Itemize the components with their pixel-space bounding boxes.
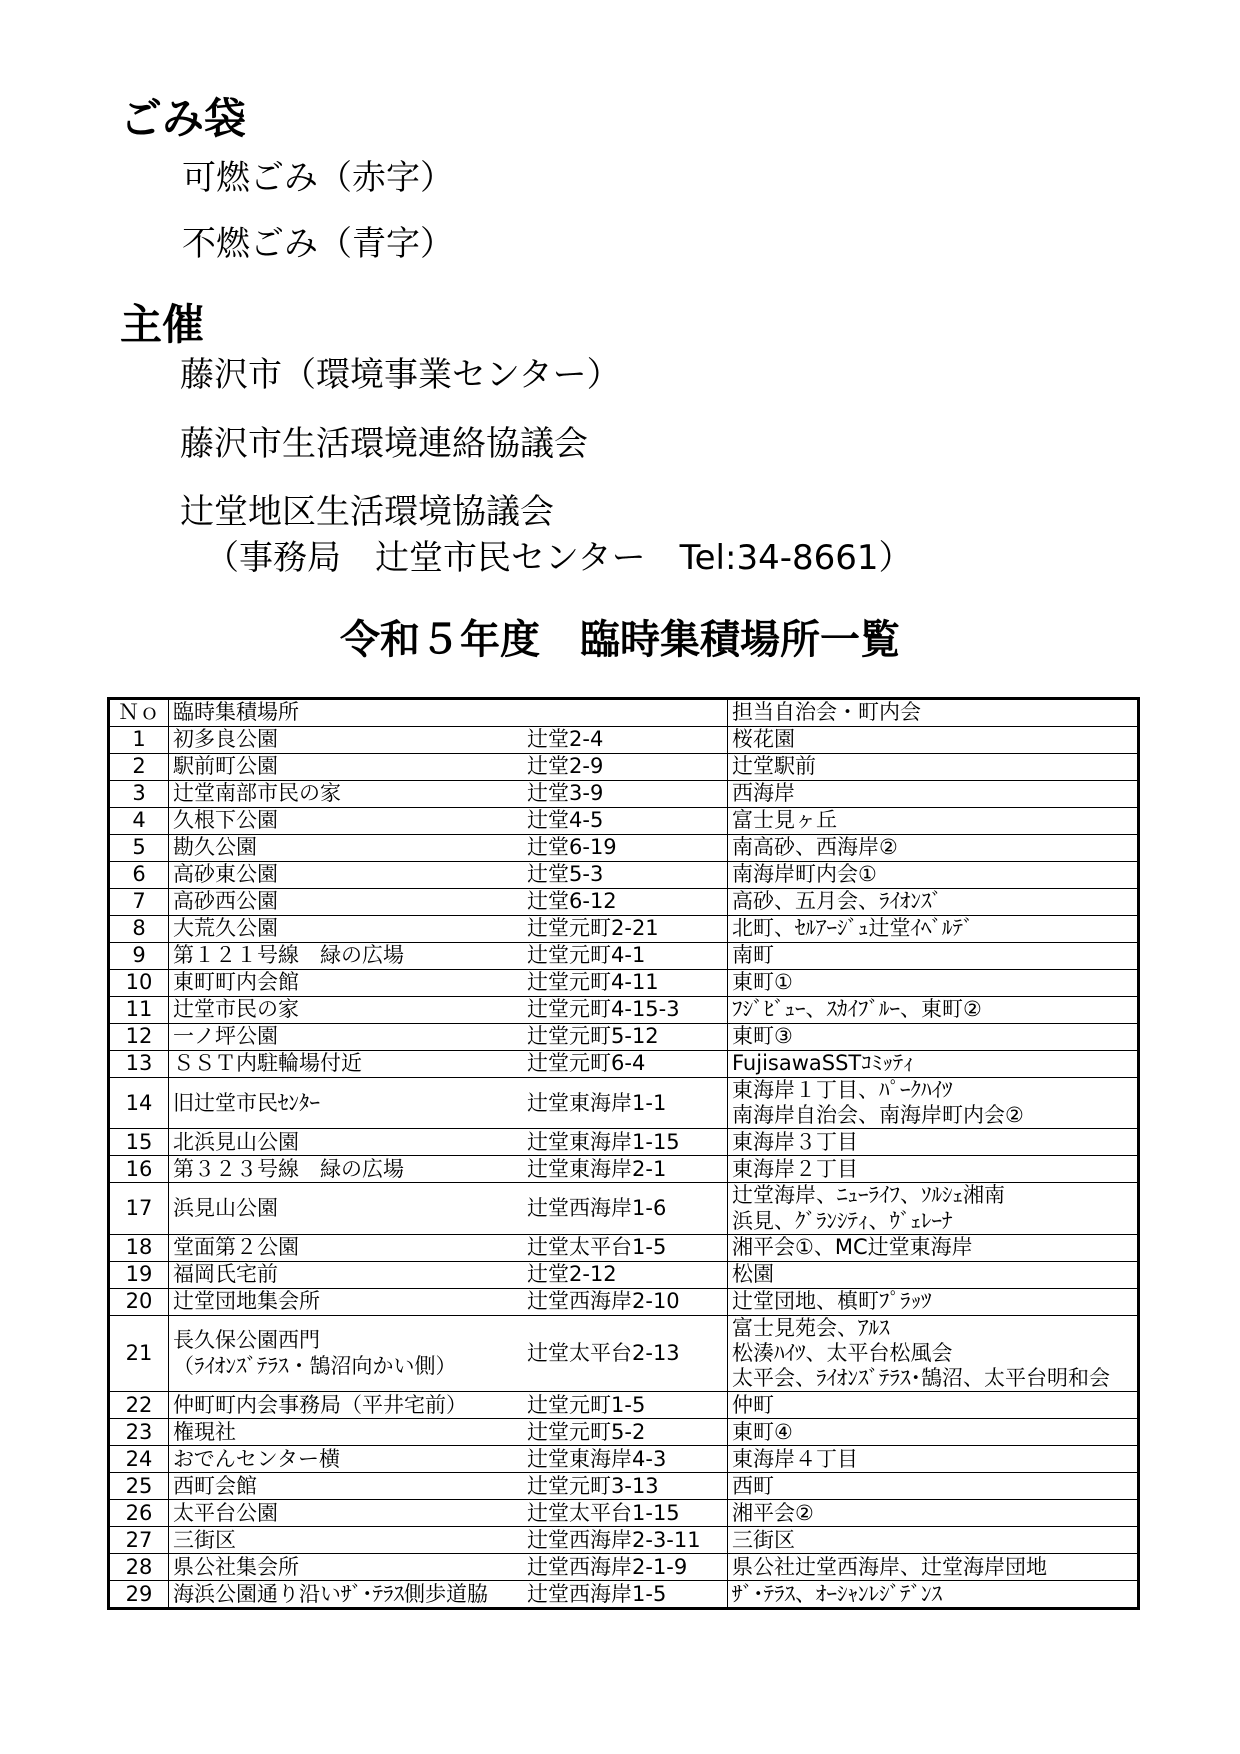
nonburnable-bag-label: 不燃ごみ（青字） (182, 224, 454, 264)
association-line: 東海岸３丁目 (732, 1129, 858, 1154)
place-line: 高砂西公園 (173, 889, 278, 914)
row-address: 辻堂元町1-5 (523, 1392, 728, 1419)
header-address (523, 699, 728, 727)
row-place (169, 1183, 524, 1234)
table-row (109, 943, 1139, 970)
row-association (728, 997, 1139, 1024)
row-address: 辻堂元町3-13 (523, 1473, 728, 1500)
association-line: 富士見ヶ丘 (732, 808, 837, 833)
row-place (169, 1288, 524, 1315)
office-contact: （事務局 辻堂市民センター Tel:34-8661） (205, 538, 913, 578)
row-association (728, 1078, 1139, 1129)
row-association (728, 781, 1139, 808)
row-place (169, 1234, 524, 1261)
row-no: 25 (109, 1473, 169, 1500)
table-row (109, 1183, 1139, 1234)
association-line: 湘平会② (732, 1500, 814, 1525)
association-line: 桜花園 (732, 727, 795, 752)
table-row (109, 862, 1139, 889)
row-address: 辻堂東海岸1-1 (523, 1078, 728, 1129)
row-place (169, 1554, 524, 1581)
place-line: 勘久公園 (173, 835, 257, 860)
association-line: 辻堂駅前 (732, 754, 816, 779)
place-line: 第１２１号線 緑の広場 (173, 943, 404, 968)
place-line: 東町町内会館 (173, 970, 299, 995)
row-no: 14 (109, 1078, 169, 1129)
row-address: 辻堂元町5-2 (523, 1419, 728, 1446)
header-place: 臨時集積場所 (169, 699, 524, 727)
place-line: 西町会館 (173, 1473, 257, 1498)
row-place (169, 997, 524, 1024)
table-header-row (109, 699, 1139, 727)
place-line: （ﾗｲｵﾝｽﾞﾃﾗｽ・鵠沼向かい側） (173, 1353, 457, 1378)
place-line: 久根下公園 (173, 808, 278, 833)
row-association (728, 754, 1139, 781)
table-row (109, 1288, 1139, 1315)
row-place (169, 727, 524, 754)
association-line: 太平会、ﾗｲｵﾝｽﾞﾃﾗｽ･鵠沼、太平台明和会 (732, 1366, 1110, 1391)
row-address: 辻堂元町4-1 (523, 943, 728, 970)
table-row (109, 781, 1139, 808)
organizer-district-council: 辻堂地区生活環境協議会 (180, 492, 554, 532)
place-line: 海浜公園通り沿いｻﾞ･ﾃﾗｽ側歩道脇 (173, 1581, 488, 1606)
place-line: 県公社集会所 (173, 1554, 299, 1579)
row-place (169, 835, 524, 862)
row-address: 辻堂6-19 (523, 835, 728, 862)
row-place (169, 1078, 524, 1129)
place-line: 太平台公園 (173, 1500, 278, 1525)
row-association (728, 1419, 1139, 1446)
place-line: 辻堂南部市民の家 (173, 781, 341, 806)
row-no: 12 (109, 1024, 169, 1051)
table-row (109, 1554, 1139, 1581)
association-line: 南海岸自治会、南海岸町内会② (732, 1103, 1024, 1128)
row-association (728, 1581, 1139, 1609)
row-no: 17 (109, 1183, 169, 1234)
table-row (109, 970, 1139, 997)
row-no: 19 (109, 1261, 169, 1288)
table-row (109, 1527, 1139, 1554)
association-line: 南町 (732, 943, 774, 968)
place-line: 第３２３号線 緑の広場 (173, 1156, 404, 1181)
row-association (728, 1234, 1139, 1261)
row-no: 21 (109, 1315, 169, 1392)
row-no: 4 (109, 808, 169, 835)
place-line: 高砂東公園 (173, 862, 278, 887)
row-no: 26 (109, 1500, 169, 1527)
row-address: 辻堂元町4-15-3 (523, 997, 728, 1024)
row-place (169, 1446, 524, 1473)
row-association (728, 862, 1139, 889)
row-no: 10 (109, 970, 169, 997)
row-place (169, 1500, 524, 1527)
row-association (728, 1024, 1139, 1051)
row-association (728, 1315, 1139, 1392)
association-line: 西町 (732, 1473, 774, 1498)
burnable-bag-label: 可燃ごみ（赤字） (182, 158, 454, 198)
row-association (728, 808, 1139, 835)
organizer-city: 藤沢市（環境事業センター） (180, 355, 621, 395)
row-no: 2 (109, 754, 169, 781)
association-line: 高砂、五月会、ﾗｲｵﾝｽﾞ (732, 889, 942, 914)
row-association (728, 1288, 1139, 1315)
association-line: 東町③ (732, 1024, 793, 1049)
row-place (169, 862, 524, 889)
place-line: 大荒久公園 (173, 916, 278, 941)
row-place (169, 1527, 524, 1554)
place-line: 駅前町公園 (173, 754, 278, 779)
place-line: 堂面第２公園 (173, 1235, 299, 1260)
place-line: 辻堂市民の家 (173, 997, 299, 1022)
row-no: 29 (109, 1581, 169, 1609)
place-line: 権現社 (173, 1419, 236, 1444)
row-address: 辻堂東海岸1-15 (523, 1129, 728, 1156)
table-row (109, 835, 1139, 862)
row-place (169, 1581, 524, 1609)
row-address: 辻堂2-12 (523, 1261, 728, 1288)
row-no: 8 (109, 916, 169, 943)
row-no: 22 (109, 1392, 169, 1419)
table-row (109, 1315, 1139, 1392)
row-association (728, 1473, 1139, 1500)
row-no: 13 (109, 1051, 169, 1078)
table-row (109, 1234, 1139, 1261)
row-place (169, 1156, 524, 1183)
header-no: Ｎｏ (109, 699, 169, 727)
association-line: 東海岸１丁目、ﾊﾟｰｸﾊｲﾂ (732, 1078, 953, 1102)
row-address: 辻堂2-9 (523, 754, 728, 781)
row-place (169, 1315, 524, 1392)
row-address: 辻堂4-5 (523, 808, 728, 835)
row-association (728, 943, 1139, 970)
row-address: 辻堂太平台1-5 (523, 1234, 728, 1261)
row-place (169, 943, 524, 970)
row-no: 23 (109, 1419, 169, 1446)
row-association (728, 835, 1139, 862)
row-address: 辻堂元町5-12 (523, 1024, 728, 1051)
place-line: ＳＳＴ内駐輪場付近 (173, 1051, 362, 1076)
table-row (109, 754, 1139, 781)
association-line: 松湊ﾊｲﾂ、太平台松風会 (732, 1340, 953, 1365)
association-line: 東町④ (732, 1419, 793, 1444)
association-line: 辻堂海岸、ﾆｭｰﾗｲﾌ、ｿﾙｼｪ湘南 (732, 1183, 1005, 1208)
row-no: 24 (109, 1446, 169, 1473)
place-line: おでんセンター横 (173, 1446, 340, 1471)
association-line: 富士見苑会、ｱﾙｽ (732, 1315, 890, 1340)
table-row (109, 1129, 1139, 1156)
row-address: 辻堂東海岸2-1 (523, 1156, 728, 1183)
row-address: 辻堂3-9 (523, 781, 728, 808)
table-row (109, 889, 1139, 916)
row-association (728, 1183, 1139, 1234)
place-line: 浜見山公園 (173, 1195, 278, 1220)
row-address: 辻堂6-12 (523, 889, 728, 916)
row-no: 11 (109, 997, 169, 1024)
association-line: 浜見、ｸﾞﾗﾝｼﾃｨ、ｳﾞｪﾚｰﾅ (732, 1208, 953, 1233)
row-address: 辻堂元町2-21 (523, 916, 728, 943)
association-line: 南海岸町内会① (732, 862, 877, 887)
row-no: 28 (109, 1554, 169, 1581)
row-address: 辻堂西海岸2-1-9 (523, 1554, 728, 1581)
row-place (169, 1261, 524, 1288)
row-no: 7 (109, 889, 169, 916)
row-no: 18 (109, 1234, 169, 1261)
row-no: 6 (109, 862, 169, 889)
association-line: 県公社辻堂西海岸、辻堂海岸団地 (732, 1554, 1047, 1579)
table-row (109, 1051, 1139, 1078)
row-place (169, 1473, 524, 1500)
table-row (109, 1581, 1139, 1609)
association-line: 北町、ｾﾙｱｰｼﾞｭ辻堂ｲﾍﾞﾙﾃﾞ (732, 916, 974, 941)
row-association (728, 1527, 1139, 1554)
association-line: 西海岸 (732, 781, 795, 806)
place-line: 福岡氏宅前 (173, 1262, 278, 1287)
row-association (728, 1156, 1139, 1183)
place-line: 旧辻堂市民ｾﾝﾀｰ (173, 1090, 320, 1115)
row-association (728, 1554, 1139, 1581)
bags-heading: ごみ袋 (120, 94, 247, 143)
row-no: 3 (109, 781, 169, 808)
organizers-heading: 主催 (120, 300, 205, 349)
association-line: ｻﾞ･ﾃﾗｽ、ｵｰｼｬﾝﾚｼﾞﾃﾞﾝｽ (732, 1581, 942, 1606)
row-association (728, 1051, 1139, 1078)
place-line: 仲町町内会事務局（平井宅前） (173, 1392, 467, 1417)
table-body (109, 727, 1139, 1609)
row-association (728, 1261, 1139, 1288)
row-association (728, 727, 1139, 754)
association-line: ﾌｼﾞﾋﾞｭｰ、ｽｶｲﾌﾞﾙｰ、東町② (732, 997, 982, 1022)
row-address: 辻堂東海岸4-3 (523, 1446, 728, 1473)
association-line: 東海岸４丁目 (732, 1446, 858, 1471)
place-line: 一ノ坪公園 (173, 1024, 278, 1049)
row-address: 辻堂元町6-4 (523, 1051, 728, 1078)
row-place (169, 970, 524, 997)
place-line: 初多良公園 (173, 727, 278, 752)
row-address: 辻堂2-4 (523, 727, 728, 754)
row-place (169, 1051, 524, 1078)
association-line: 南高砂、西海岸② (732, 835, 898, 860)
row-no: 9 (109, 943, 169, 970)
row-address: 辻堂西海岸1-5 (523, 1581, 728, 1609)
row-association (728, 1129, 1139, 1156)
header-association: 担当自治会・町内会 (728, 699, 1139, 727)
row-place (169, 808, 524, 835)
association-line: 松園 (732, 1262, 774, 1287)
row-no: 27 (109, 1527, 169, 1554)
row-association (728, 970, 1139, 997)
row-address: 辻堂太平台1-15 (523, 1500, 728, 1527)
row-place (169, 1392, 524, 1419)
table-row (109, 1446, 1139, 1473)
table-row (109, 1392, 1139, 1419)
table-row (109, 1261, 1139, 1288)
row-association (728, 889, 1139, 916)
row-address: 辻堂西海岸1-6 (523, 1183, 728, 1234)
association-line: FujisawaSSTｺﾐｯﾃｨ (732, 1051, 914, 1076)
row-no: 1 (109, 727, 169, 754)
row-place (169, 754, 524, 781)
row-place (169, 781, 524, 808)
row-address: 辻堂5-3 (523, 862, 728, 889)
association-line: 東海岸２丁目 (732, 1156, 858, 1181)
row-association (728, 1446, 1139, 1473)
row-address: 辻堂西海岸2-3-11 (523, 1527, 728, 1554)
row-address: 辻堂西海岸2-10 (523, 1288, 728, 1315)
collection-sites-table (107, 697, 1140, 1610)
row-place (169, 1024, 524, 1051)
table-row (109, 727, 1139, 754)
row-no: 5 (109, 835, 169, 862)
association-line: 三街区 (732, 1527, 795, 1552)
association-line: 仲町 (732, 1392, 774, 1417)
row-place (169, 1419, 524, 1446)
table-row (109, 808, 1139, 835)
table-row (109, 1024, 1139, 1051)
association-line: 湘平会①、MC辻堂東海岸 (732, 1235, 973, 1260)
place-line: 長久保公園西門 (173, 1328, 320, 1353)
organizer-council: 藤沢市生活環境連絡協議会 (180, 424, 588, 464)
row-no: 15 (109, 1129, 169, 1156)
table-row (109, 1500, 1139, 1527)
row-place (169, 1129, 524, 1156)
row-address: 辻堂元町4-11 (523, 970, 728, 997)
table-row (109, 1473, 1139, 1500)
row-association (728, 1500, 1139, 1527)
row-address: 辻堂太平台2-13 (523, 1315, 728, 1392)
row-place (169, 916, 524, 943)
place-line: 三街区 (173, 1527, 236, 1552)
place-line: 辻堂団地集会所 (173, 1289, 320, 1314)
table-row (109, 916, 1139, 943)
row-no: 20 (109, 1288, 169, 1315)
row-place (169, 889, 524, 916)
row-association (728, 916, 1139, 943)
row-association (728, 1392, 1139, 1419)
row-no: 16 (109, 1156, 169, 1183)
association-line: 辻堂団地、槙町ﾌﾟﾗｯﾂ (732, 1289, 932, 1314)
table-row (109, 1156, 1139, 1183)
document-title: 令和５年度 臨時集積場所一覧 (340, 617, 900, 663)
table-row (109, 1078, 1139, 1129)
table-row (109, 1419, 1139, 1446)
place-line: 北浜見山公園 (173, 1129, 299, 1154)
association-line: 東町① (732, 970, 793, 995)
table-row (109, 997, 1139, 1024)
